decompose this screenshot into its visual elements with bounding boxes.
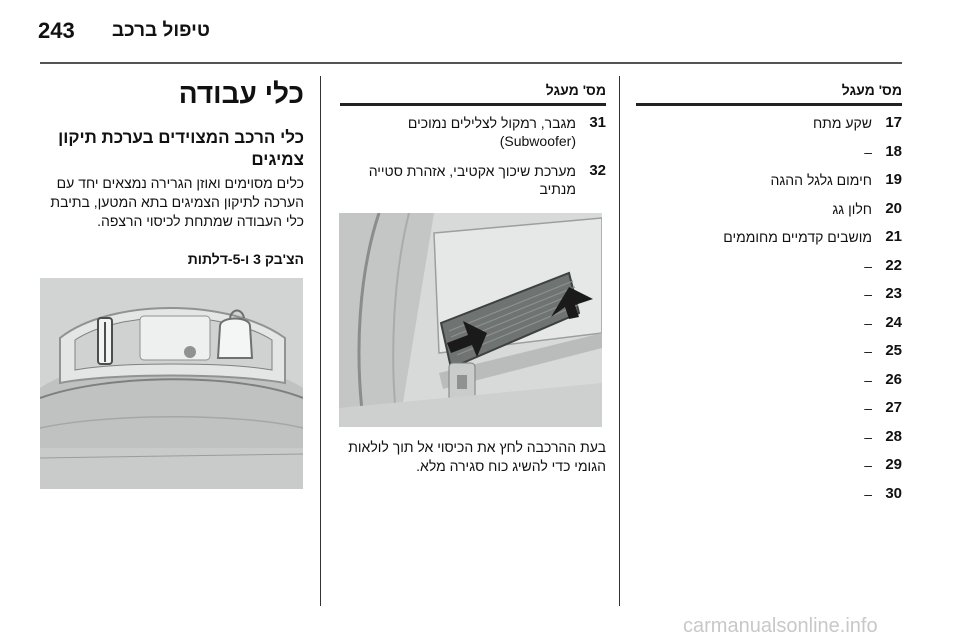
circuit-number: 17 — [885, 114, 902, 131]
circuit-description: חימום גלגל ההגה — [770, 172, 872, 188]
circuit-description: – — [864, 286, 872, 302]
fuse-table-right — [636, 82, 902, 513]
column-divider-left — [320, 76, 321, 606]
fuse-table-middle — [340, 82, 606, 210]
circuit-description: מערכת שיכוך אקטיבי, אזהרת סטייה מנתיב — [368, 163, 576, 197]
circuit-number: 20 — [885, 199, 902, 217]
table-row — [340, 162, 606, 198]
circuit-number: 27 — [885, 399, 902, 416]
table-header: מס' מעגל — [545, 82, 606, 98]
circuit-number: 31 — [589, 114, 606, 131]
circuit-number: 19 — [885, 171, 902, 188]
fuse-cover-illustration — [339, 213, 602, 427]
table-row — [636, 314, 902, 343]
circuit-description: – — [864, 143, 872, 160]
table-row — [636, 228, 902, 257]
illustration-caption: בעת ההרכבה לחץ את הכיסוי אל תוך לולאות הגומי כדי להשיג כוח סגירה מלא. — [348, 439, 606, 474]
circuit-number: 25 — [885, 342, 902, 359]
table-row — [636, 371, 902, 400]
table-header: מס' מעגל — [841, 82, 902, 98]
table-row — [636, 285, 902, 314]
table-row — [340, 114, 606, 150]
circuit-number: 24 — [885, 313, 902, 331]
section-subtitle: כלי הרכב המצוידים בערכת תיקון צמיגים — [58, 128, 304, 169]
table-header-rule — [340, 103, 606, 106]
table-row — [636, 342, 902, 371]
table-row — [636, 428, 902, 457]
circuit-description: מושבים קדמיים מחוממים — [723, 229, 872, 245]
table-body — [636, 114, 902, 513]
table-row — [636, 456, 902, 485]
circuit-description: – — [864, 428, 872, 445]
vehicle-variant-label: הצ'בק 3 ו-5-דלתות — [187, 251, 304, 267]
circuit-description: חלון גג — [832, 200, 872, 217]
circuit-number: 30 — [885, 484, 902, 502]
table-row — [636, 200, 902, 229]
circuit-number: 22 — [885, 256, 902, 274]
table-row — [636, 399, 902, 428]
section-title: כלי עבודה — [178, 78, 304, 109]
circuit-description: – — [864, 400, 872, 416]
circuit-description: – — [864, 314, 872, 331]
table-row — [636, 114, 902, 143]
tool-kit-drawing — [40, 278, 303, 489]
circuit-number: 21 — [885, 228, 902, 245]
page-number: 243 — [38, 18, 75, 43]
table-row — [636, 143, 902, 172]
table-row — [636, 257, 902, 286]
column-divider-right — [619, 76, 620, 606]
circuit-number: 18 — [885, 142, 902, 160]
circuit-description: – — [864, 457, 872, 473]
circuit-number: 32 — [589, 162, 606, 179]
circuit-number: 23 — [885, 285, 902, 302]
table-row — [636, 485, 902, 514]
circuit-description: – — [864, 485, 872, 502]
fuse-cover-drawing — [339, 213, 602, 427]
circuit-number: 26 — [885, 370, 902, 388]
circuit-description: שקע מתח — [812, 115, 872, 131]
circuit-number: 29 — [885, 456, 902, 473]
circuit-description: – — [864, 343, 872, 359]
table-row — [636, 171, 902, 200]
header-rule — [40, 62, 902, 64]
circuit-number: 28 — [885, 427, 902, 445]
table-header-rule — [636, 103, 902, 106]
circuit-description: מגבר, רמקול לצלילים נמוכים (Subwoofer) — [407, 115, 576, 149]
body-paragraph: כלים מסוימים ואוזן הגרירה נמצאים יחד עם הערכה לתיקון הצמיגים בתא המטען, בתיבת כלי העבודה שמתחת לכיסוי הרצפה. — [50, 175, 304, 229]
circuit-description: – — [864, 257, 872, 274]
circuit-description: – — [864, 371, 872, 388]
watermark: carmanualsonline.info — [683, 615, 878, 637]
tool-kit-illustration — [40, 278, 303, 489]
page-title: טיפול ברכב — [112, 20, 210, 41]
